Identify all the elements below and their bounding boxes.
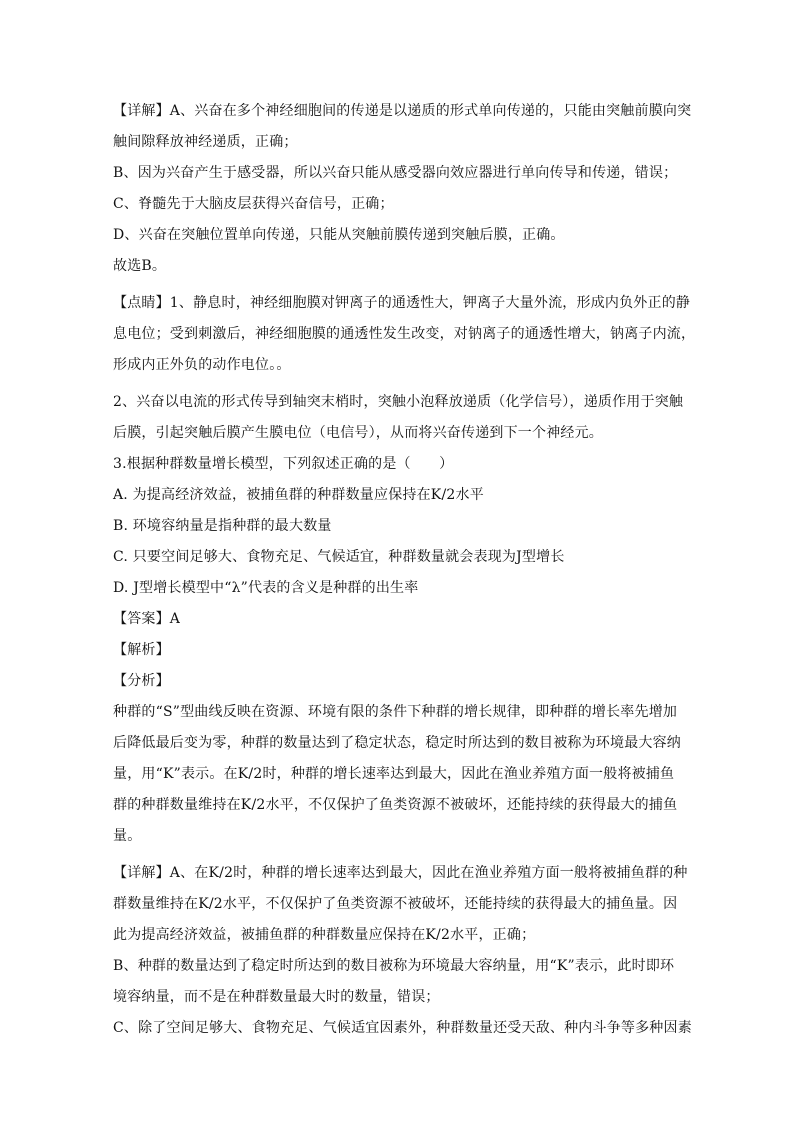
text-line: 后膜，引起突触后膜产生膜电位（电信号），从而将兴奋传递到下一个神经元。	[113, 425, 603, 441]
text-line: 此为提高经济效益，被捕鱼群的种群数量应保持在K/2水平，正确；	[113, 927, 536, 943]
text-line: 息电位；受到刺激后，神经细胞膜的通透性发生改变，对钠离子的通透性增大，钠离子内流，	[113, 326, 696, 342]
option-b: B. 环境容纳量是指种群的最大数量	[113, 518, 332, 534]
text-line: C、脊髓先于大脑皮层获得兴奋信号，正确；	[113, 196, 394, 212]
text-line: D、兴奋在突触位置单向传递，只能从突触前膜传递到突触后膜，正确。	[113, 227, 565, 243]
text-line: B、因为兴奋产生于感受器，所以兴奋只能从感受器向效应器进行单向传导和传递，错误；	[113, 165, 678, 181]
text-line: 故选B。	[113, 258, 167, 274]
text-line: 形成内正外负的动作电位。。	[113, 357, 291, 373]
text-line: 后降低最后变为零，种群的数量达到了稳定状态，稳定时所达到的数目被称为环境最大容纳	[113, 735, 681, 751]
text-line: 触间隙释放神经递质，正确；	[113, 134, 298, 150]
text-line: 【详解】A、兴奋在多个神经细胞间的传递是以递质的形式单向传递的，只能由突触前膜向突	[113, 103, 692, 119]
analysis-heading: 【解析】	[113, 642, 170, 658]
text-line: C、除了空间足够大、食物充足、气候适宜因素外，种群数量还受天敌、种内斗争等多种因素	[113, 1020, 692, 1036]
text-line: B、种群的数量达到了稳定时所达到的数目被称为环境最大容纳量，用“K”表示，此时即环	[113, 958, 675, 974]
document-page	[113, 96, 696, 1044]
text-line: 量，用“K”表示。在K/2时，种群的增长速率达到最大，因此在渔业养殖方面一般将被捕鱼	[113, 766, 675, 782]
text-line: 2、兴奋以电流的形式传导到轴突末梢时，突触小泡释放递质（化学信号），递质作用于突触	[113, 394, 684, 410]
answer-label: 【答案】A	[113, 611, 181, 627]
text-line: 量。	[113, 828, 142, 844]
text-line: 【详解】A、在K/2时，种群的增长速率达到最大，因此在渔业养殖方面一般将被捕鱼群的种	[113, 865, 688, 881]
text-line: 种群的“S”型曲线反映在资源、环境有限的条件下种群的增长规律，即种群的增长率先增加	[113, 704, 678, 720]
text-line: 境容纳量，而不是在种群数量最大时的数量，错误；	[113, 989, 440, 1005]
option-a: A. 为提高经济效益，被捕鱼群的种群数量应保持在K/2水平	[113, 487, 484, 503]
option-d: D. J型增长模型中“λ”代表的含义是种群的出生率	[113, 580, 419, 596]
text-line: 群数量维持在K/2水平，不仅保护了鱼类资源不被破坏，还能持续的获得最大的捕鱼量。因	[113, 896, 678, 912]
text-line: 群的种群数量维持在K/2水平，不仅保护了鱼类资源不被破坏，还能持续的获得最大的捕鱼	[113, 797, 678, 813]
question-stem: 3.根据种群数量增长模型，下列叙述正确的是（ ）	[113, 456, 454, 472]
analysis-subheading: 【分析】	[113, 673, 170, 689]
option-c: C. 只要空间足够大、食物充足、气候适宜，种群数量就会表现为J型增长	[113, 549, 565, 565]
text-line: 【点睛】1、静息时，神经细胞膜对钾离子的通透性大，钾离子大量外流，形成内负外正的静	[113, 295, 691, 311]
